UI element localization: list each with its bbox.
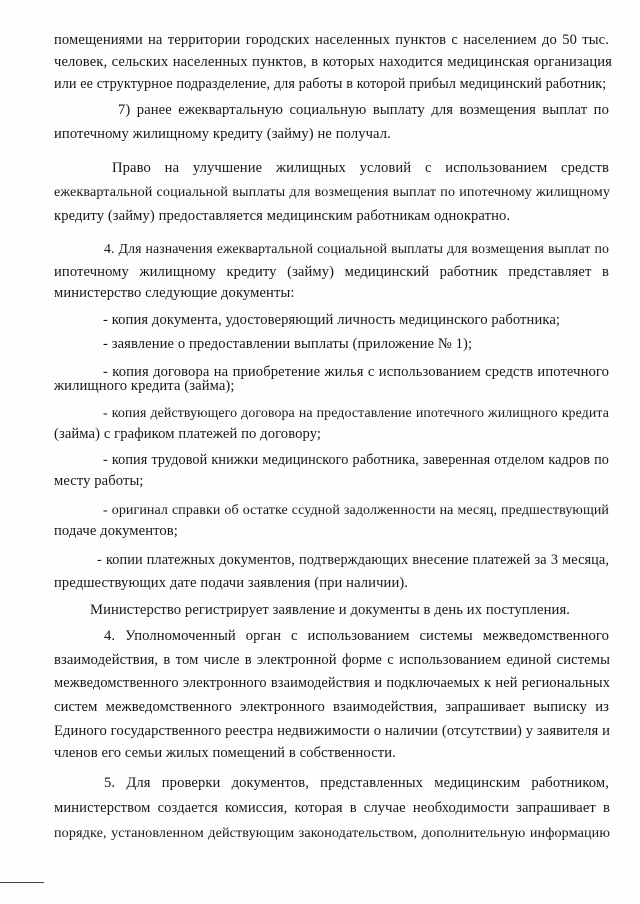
text-line: подаче документов; [54,523,178,539]
list-item: - оригинал справки об остатке ссудной задолженности на месяц, предшествующий [103,503,609,518]
list-item: - копии платежных документов, подтверждающих внесение платежей за 3 месяца, [97,552,609,568]
text-line: человек, сельских населенных пунктов, в которых находится медицинская организация [54,54,612,70]
text-line: 7) ранее ежеквартальную социальную выплату для возмещения выплат по [118,102,609,118]
text-line: Право на улучшение жилищных условий с использованием средств [112,160,609,176]
text-line: (займа) с графиком платежей по договору; [54,426,322,442]
text-line: 4. Уполномоченный орган с использованием системы межведомственного [104,628,609,644]
text-line: помещениями на территории городских населенных пунктов с населением до 50 тыс. [54,32,609,48]
text-line: 5. Для проверки документов, представленных медицинским работником, [104,775,609,791]
text-line: кредиту (займу) предоставляется медицинским работникам однократно. [54,208,511,224]
list-item: - заявление о предоставлении выплаты (приложение № 1); [103,336,473,352]
text-line: 4. Для назначения ежеквартальной социальной выплаты для возмещения выплат по [104,241,609,256]
text-line: министерством создается комиссия, которая в случае необходимости запрашивает в [54,800,610,816]
text-line: предшествующих дате подачи заявления (при наличии). [54,575,409,591]
text-line: месту работы; [54,473,144,489]
text-line: ежеквартальной социальной выплаты для возмещения выплат по ипотечному жилищному [54,184,610,200]
list-item: - копия действующего договора на предоставление ипотечного жилищного кредита [103,406,609,421]
text-line: Единого государственного реестра недвижимости о наличии (отсутствии) у заявителя и [54,723,610,739]
text-line: министерство следующие документы: [54,285,295,301]
list-item: - копия договора на приобретение жилья с использованием средств ипотечного [103,364,609,380]
text-line: порядке, установленном действующим законодательством, дополнительную информацию [54,825,610,841]
text-line: межведомственного электронного взаимодействия и подключаемых к ней региональных [54,675,610,691]
text-line: членов его семьи жилых помещений в собственности. [54,745,396,761]
text-line: Министерство регистрирует заявление и документы в день их поступления. [90,602,571,618]
text-line: систем межведомственного электронного взаимодействия, запрашивает выписку из [54,699,609,715]
text-line: ипотечному жилищному кредиту (займу) медицинский работник представляет в [54,264,609,280]
text-line: жилищного кредита (займа); [54,378,235,394]
footer-divider [0,882,44,883]
text-line: или ее структурное подразделение, для работы в которой прибыл медицинский работник; [54,76,607,92]
list-item: - копия документа, удостоверяющий личность медицинского работника; [103,312,561,328]
list-item: - копия трудовой книжки медицинского работника, заверенная отделом кадров по [103,452,609,468]
text-line: ипотечному жилищному кредиту (займу) не получал. [54,126,391,142]
text-line: взаимодействия, в том числе в электронной форме с использованием единой системы [54,652,610,668]
